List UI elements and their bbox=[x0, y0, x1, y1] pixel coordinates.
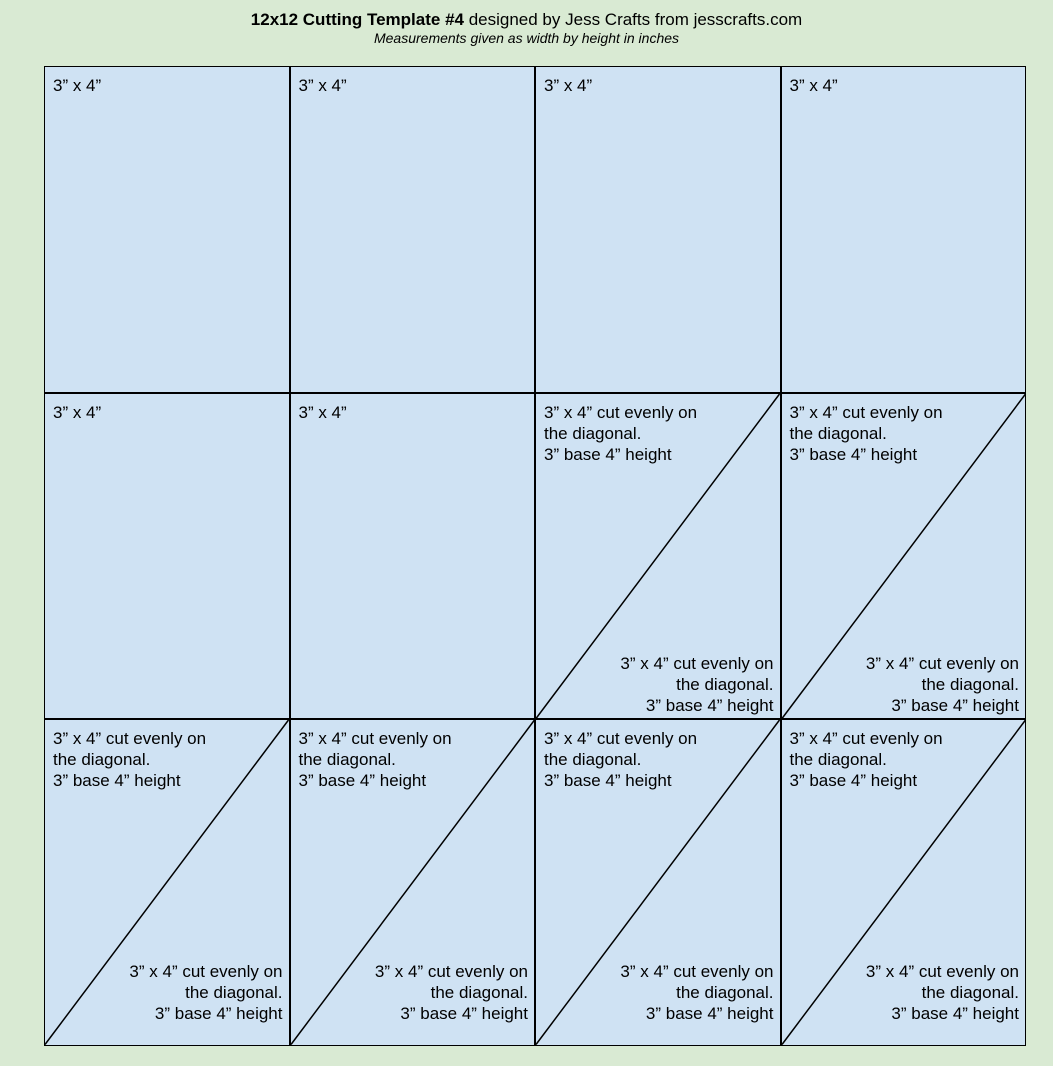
piece-label-lower-triangle: 3” x 4” cut evenly on the diagonal. 3” base 4” height bbox=[620, 654, 774, 715]
piece-label: 3” x 4” bbox=[53, 76, 102, 95]
piece-label-lower-triangle: 3” x 4” cut evenly on the diagonal. 3” base 4” height bbox=[865, 961, 1019, 1023]
piece-label-upper-triangle: 3” x 4” cut evenly on the diagonal. 3” base 4” height bbox=[544, 729, 698, 790]
page-subtitle: Measurements given as width by height in inches bbox=[373, 30, 680, 46]
piece-label: 3” x 4” bbox=[298, 76, 347, 95]
title-credit: designed by Jess Crafts from jesscrafts.com bbox=[463, 10, 803, 29]
template-piece bbox=[290, 66, 536, 393]
page-header bbox=[0, 10, 1053, 47]
piece-label: 3” x 4” bbox=[789, 76, 838, 95]
template-piece-diagonal bbox=[535, 393, 781, 720]
cutting-template-grid bbox=[44, 66, 1026, 1066]
piece-label-lower-triangle: 3” x 4” cut evenly on the diagonal. 3” base 4” height bbox=[374, 961, 528, 1023]
piece-label: 3” x 4” bbox=[53, 402, 102, 422]
piece-label: 3” x 4” bbox=[298, 402, 347, 422]
template-piece-diagonal bbox=[44, 719, 290, 1046]
template-piece bbox=[290, 393, 536, 720]
page-title bbox=[0, 10, 1053, 30]
template-piece bbox=[44, 393, 290, 720]
piece-label: 3” x 4” bbox=[544, 76, 593, 95]
template-piece-diagonal bbox=[781, 719, 1027, 1046]
template-piece-diagonal bbox=[290, 719, 536, 1046]
piece-label-upper-triangle: 3” x 4” cut evenly on the diagonal. 3” base 4” height bbox=[789, 729, 943, 790]
piece-label-lower-triangle: 3” x 4” cut evenly on the diagonal. 3” base 4” height bbox=[620, 961, 774, 1023]
piece-label-upper-triangle: 3” x 4” cut evenly on the diagonal. 3” base 4” height bbox=[53, 729, 207, 790]
template-piece bbox=[44, 66, 290, 393]
piece-label-upper-triangle: 3” x 4” cut evenly on the diagonal. 3” base 4” height bbox=[544, 402, 698, 464]
title-template-name: 12x12 Cutting Template #4 bbox=[250, 10, 464, 29]
piece-label-upper-triangle: 3” x 4” cut evenly on the diagonal. 3” base 4” height bbox=[789, 402, 943, 464]
template-piece bbox=[535, 66, 781, 393]
piece-label-upper-triangle: 3” x 4” cut evenly on the diagonal. 3” base 4” height bbox=[298, 729, 452, 790]
template-piece-diagonal bbox=[535, 719, 781, 1046]
piece-label-lower-triangle: 3” x 4” cut evenly on the diagonal. 3” base 4” height bbox=[865, 654, 1019, 715]
piece-label-lower-triangle: 3” x 4” cut evenly on the diagonal. 3” base 4” height bbox=[129, 961, 283, 1023]
template-piece-diagonal bbox=[781, 393, 1027, 720]
template-piece bbox=[781, 66, 1027, 393]
